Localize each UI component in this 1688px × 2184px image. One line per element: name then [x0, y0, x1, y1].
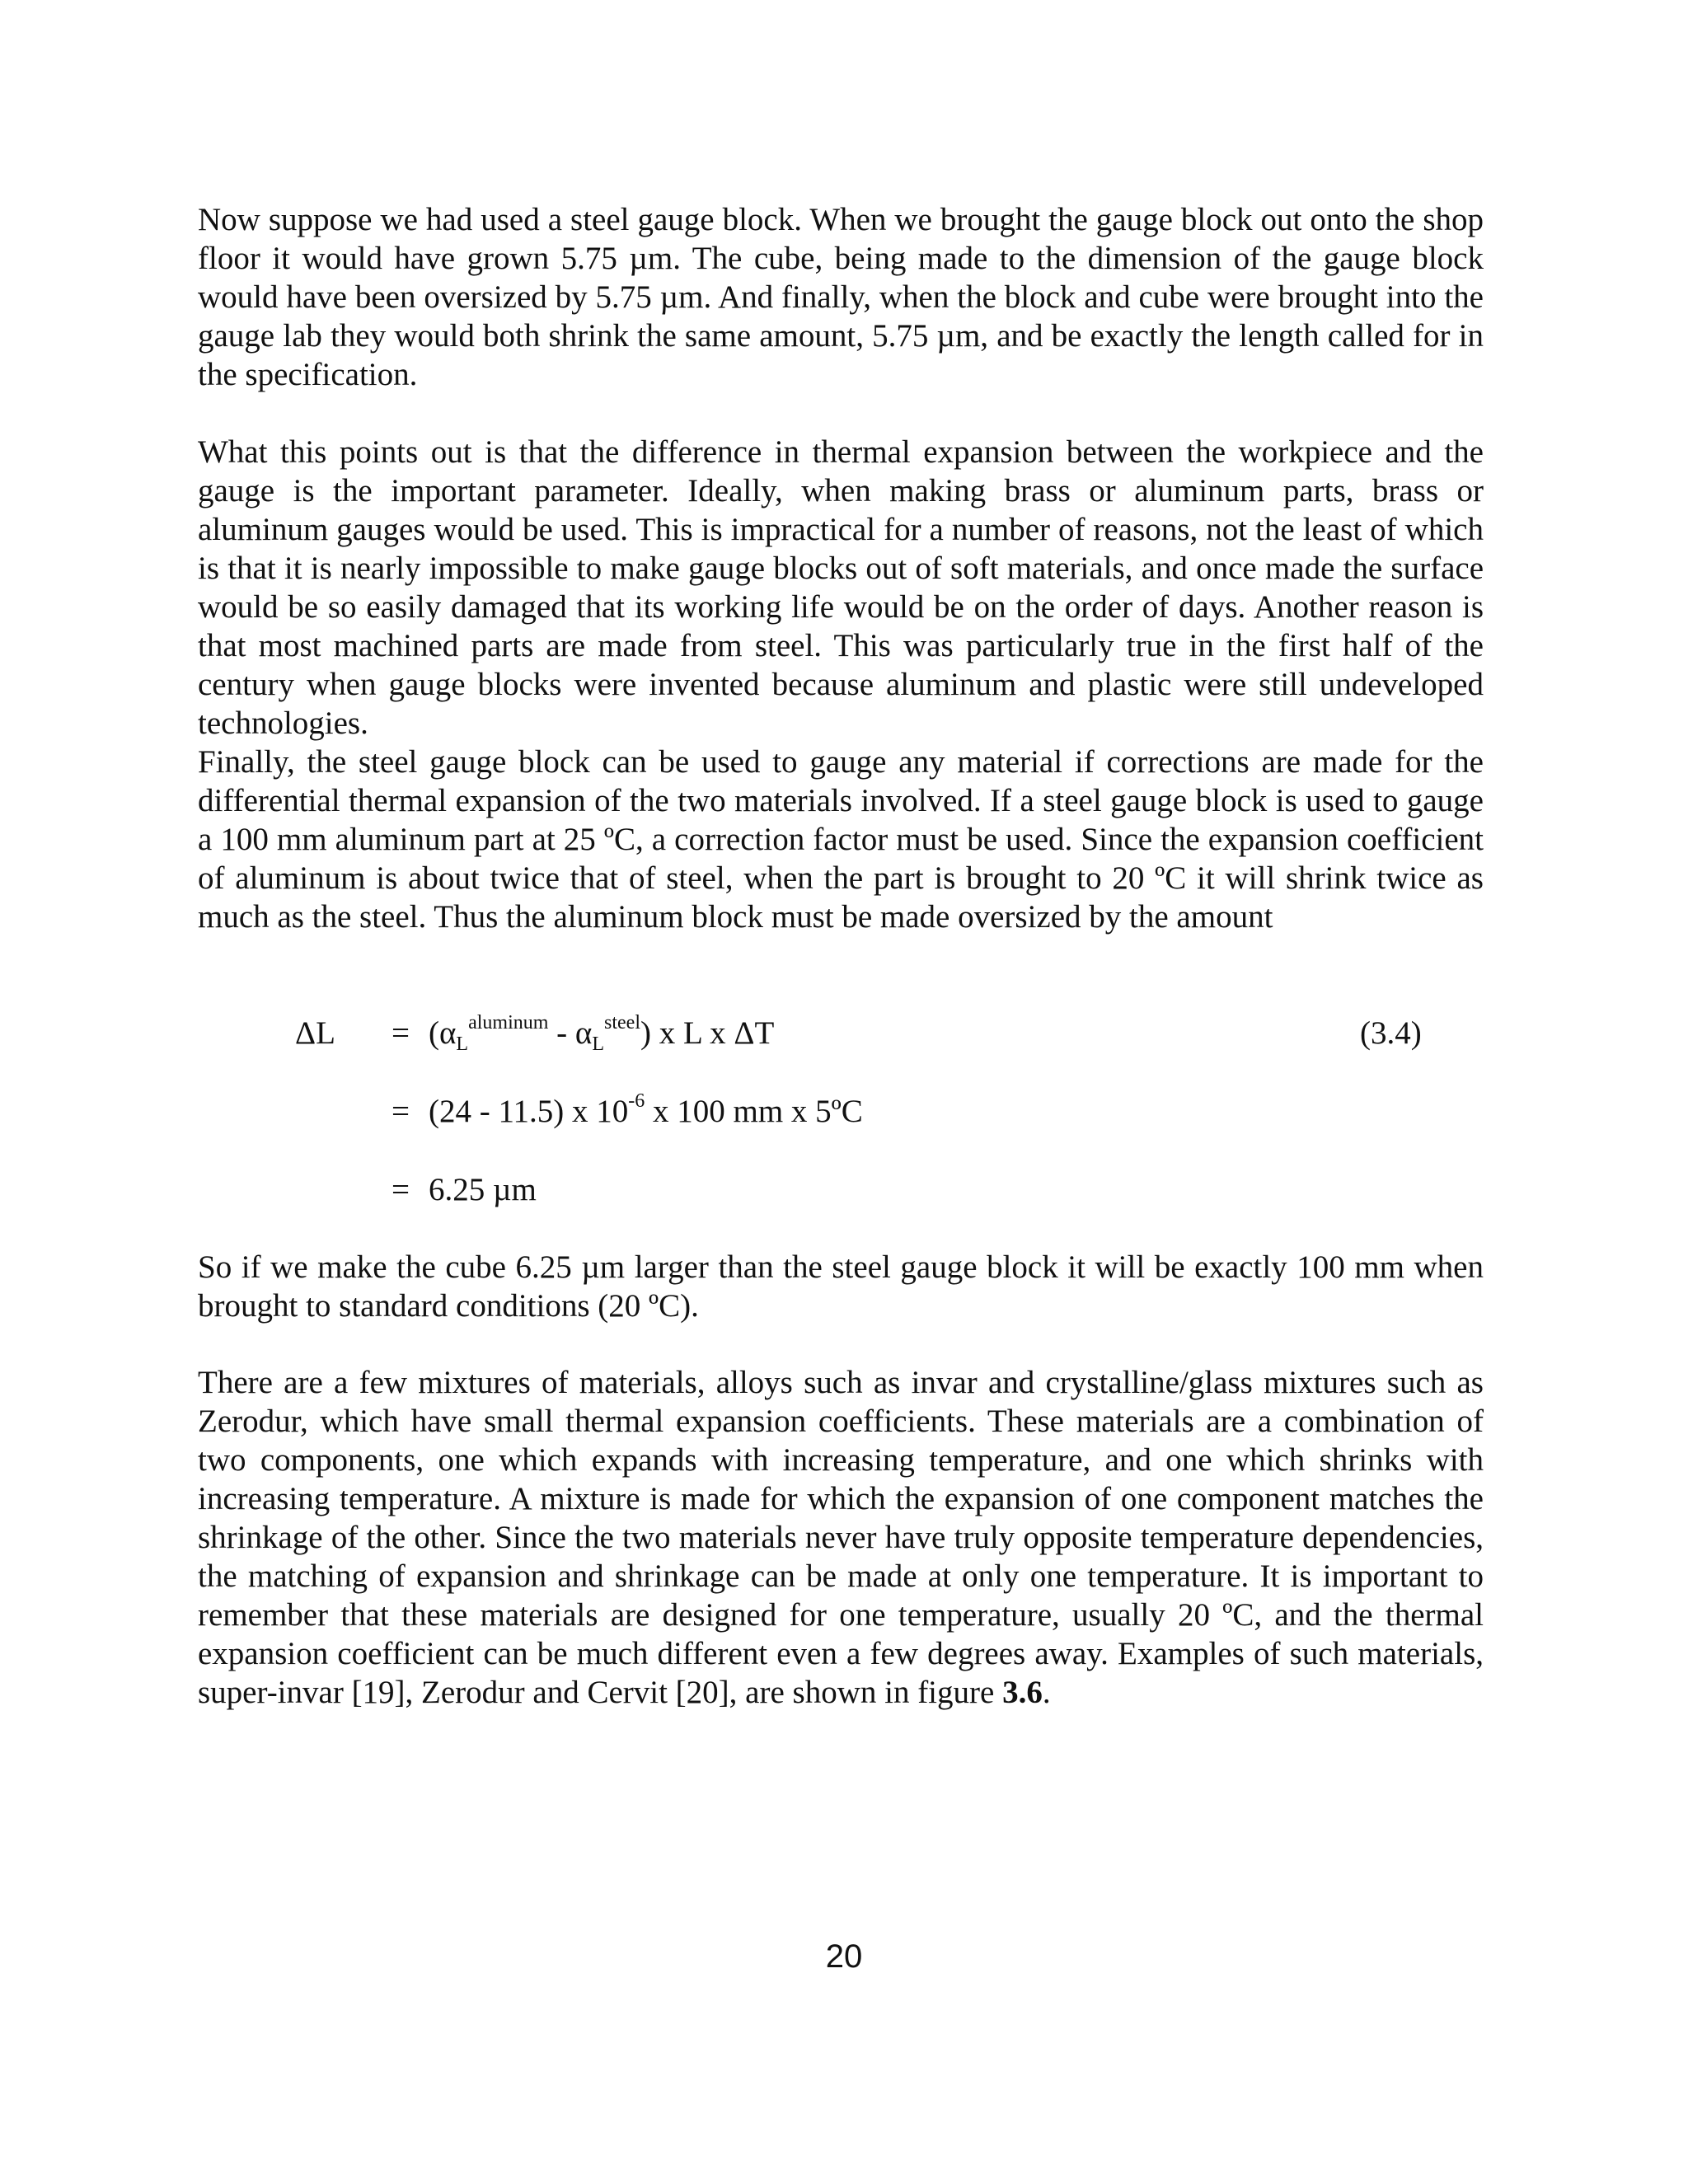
equation-rest: x 100 mm x 5ºC: [645, 1094, 863, 1129]
equation-substitution: [429, 1089, 863, 1135]
alpha-subscript: L: [592, 1033, 605, 1055]
equation-result: 6.25 µm: [429, 1172, 537, 1207]
alpha-superscript-steel: steel: [604, 1012, 640, 1033]
equals-sign: =: [392, 1094, 410, 1129]
equation-number: (3.4): [1360, 1015, 1422, 1051]
paragraph-low-expansion-materials: [198, 1363, 1484, 1712]
equation-line-1: [0, 1010, 1688, 1057]
page-number: 20: [825, 1938, 863, 1975]
equation-lhs: ΔL: [295, 1015, 335, 1051]
paragraph-thermal-expansion-difference: What this points out is that the difference in thermal expansion between the workpiece and the gauge is the important parameter. Ideally, when making brass or aluminum parts, brass or aluminum gauges would be used. This is impractical for a number of reasons, not the least of which is that it is nearly impossible to make gauge blocks out of soft materials, and once made the surface would be so easily damaged that its working life would be on the order of days. Another reason is that most machined parts are made from steel. This was particularly true in the first half of the century when gauge blocks were invented because aluminum and plastic were still undeveloped technologies.: [198, 434, 1484, 741]
paragraph-cube-larger: So if we make the cube 6.25 µm larger than the steel gauge block it will be exactly 100 mm when brought to standard conditions (20 ºC).: [198, 1249, 1484, 1324]
figure-reference: 3.6: [1002, 1675, 1043, 1710]
equals-sign: =: [392, 1172, 410, 1207]
alpha-superscript-aluminum: aluminum: [468, 1012, 549, 1033]
alpha-minus: - α: [548, 1015, 593, 1051]
equation-line-2: [0, 1089, 1688, 1135]
exponent: -6: [628, 1090, 645, 1112]
equals-sign: =: [392, 1015, 410, 1051]
alpha-subscript: L: [456, 1033, 469, 1055]
equation-line-3: [0, 1167, 1688, 1213]
equation-expression: [429, 1010, 774, 1057]
paragraph-end: .: [1042, 1675, 1051, 1710]
alpha-open: (α: [429, 1015, 457, 1051]
paragraph-text: There are a few mixtures of materials, alloys such as invar and crystalline/glass mixtures such as Zerodur, which have small thermal expansion coefficients. These materials are a combination of two components, one which expands with increasing temperature, and one which shrinks with increasing temperature. A mixture is made for which the expansion of one component matches the shrinkage of the other. Since the two materials never have truly opposite temperature dependencies, the matching of expansion and shrinkage can be made at only one temperature. It is important to remember that these materials are designed for one temperature, usually 20 ºC, and the thermal expansion coefficient can be much different even a few degrees away. Examples of such materials, super-invar [19], Zerodur and Cervit [20], are shown in figure: [198, 1365, 1484, 1710]
equation-rest: ) x L x ΔT: [640, 1015, 775, 1051]
paragraph-correction-factor: Finally, the steel gauge block can be used to gauge any material if corrections are made for the differential thermal expansion of the two materials involved. If a steel gauge block is used to gauge a 100 mm aluminum part at 25 ºC, a correction factor must be used. Since the expansion coefficient of aluminum is about twice that of steel, when the part is brought to 20 ºC it will shrink twice as much as the steel. Thus the aluminum block must be made oversized by the amount: [198, 744, 1484, 935]
equation-base: (24 - 11.5) x 10: [429, 1094, 629, 1129]
paragraph-steel-gauge-block: Now suppose we had used a steel gauge block. When we brought the gauge block out onto the shop floor it would have grown 5.75 µm. The cube, being made to the dimension of the gauge block would have been oversized by 5.75 µm. And finally, when the block and cube were brought into the gauge lab they would both shrink the same amount, 5.75 µm, and be exactly the length called for in the specification.: [198, 202, 1484, 392]
